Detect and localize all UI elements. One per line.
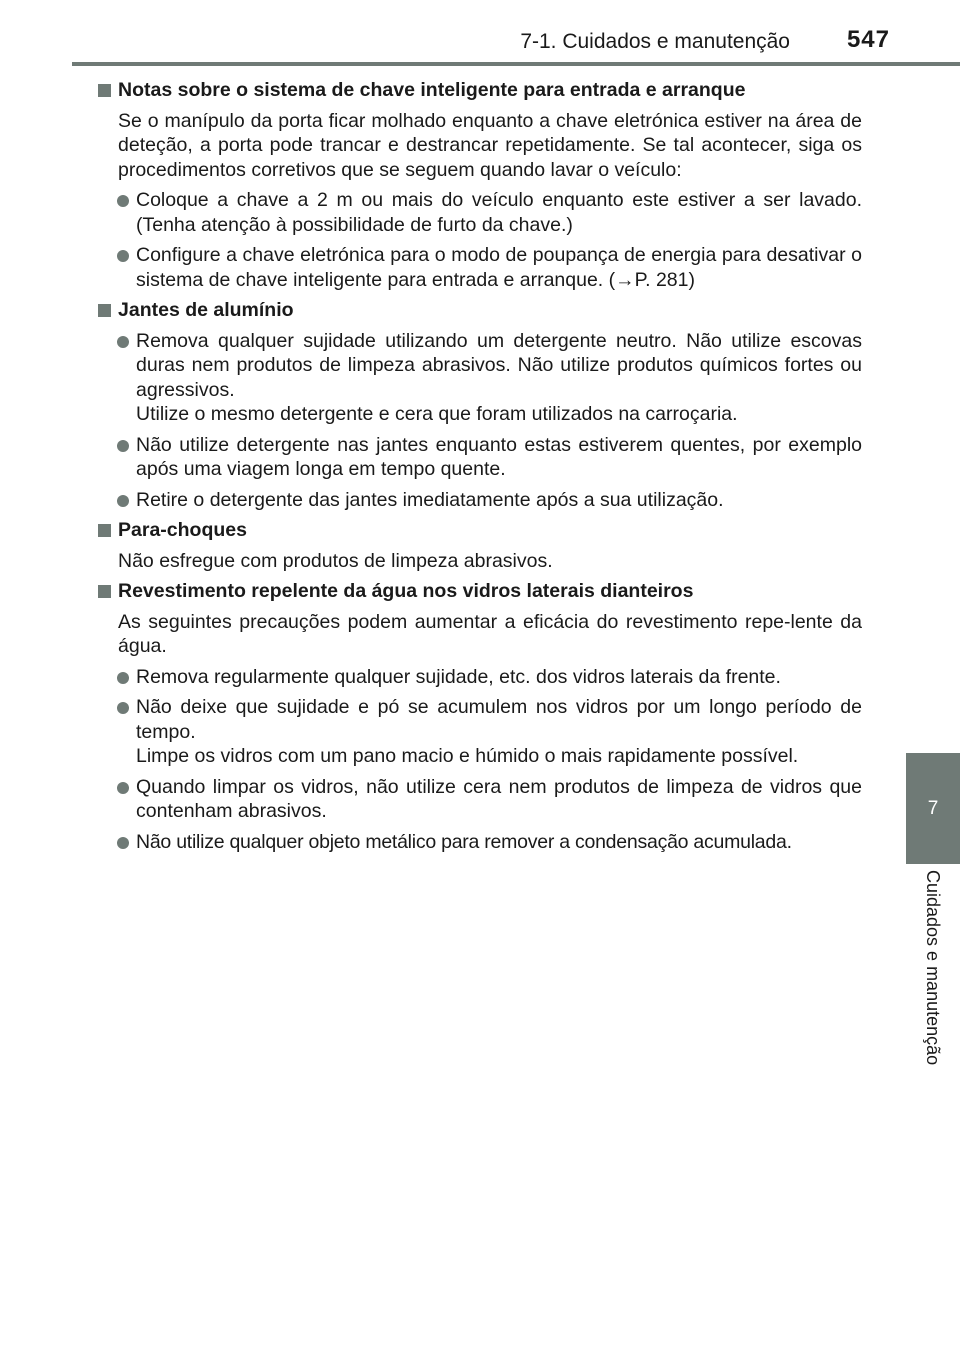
circle-bullet-icon — [117, 672, 129, 684]
section-aluminum-wheels — [96, 298, 862, 512]
list-item — [96, 243, 862, 292]
circle-bullet-icon — [117, 250, 129, 262]
section-heading: Para-choques — [96, 518, 862, 543]
square-bullet-icon — [98, 304, 111, 317]
section-heading: Notas sobre o sistema de chave inteligente para entrada e arranque — [96, 78, 862, 103]
page-header — [0, 0, 960, 62]
paragraph: As seguintes precauções podem aumentar a eficácia do revestimento repe-lente da água. — [118, 610, 862, 657]
section-bumpers — [96, 518, 862, 573]
list-item: Não utilize qualquer objeto metálico para remover a condensação acumulada. — [96, 830, 862, 855]
section-water-repellent-coating — [96, 579, 862, 854]
paragraph: Se o manípulo da porta ficar molhado enquanto a chave eletrónica estiver na área de deteção, a porta pode trancar e destrancar repetidamente. Se tal acontecer, siga os procedimentos corretivos que se seguem quando lavar o veículo: — [118, 109, 862, 181]
square-bullet-icon — [98, 524, 111, 537]
circle-bullet-icon — [117, 782, 129, 794]
chapter-number: 7 — [927, 797, 939, 819]
section-smart-key — [96, 78, 862, 292]
list-item: Remova qualquer sujidade utilizando um detergente neutro. Não utilize escovas duras nem produtos de limpeza abrasivos. Não utilize produtos químicos fortes ou agressivos. Utilize o mesmo detergente e cera que foram utilizados na carroçaria. — [96, 329, 862, 427]
list-item: Coloque a chave a 2 m ou mais do veículo enquanto este estiver a ser lavado. (Tenha atenção à possibilidade de furto da chave.) — [96, 188, 862, 237]
square-bullet-icon — [98, 84, 111, 97]
circle-bullet-icon — [117, 495, 129, 507]
circle-bullet-icon — [117, 440, 129, 452]
list-item: Quando limpar os vidros, não utilize cera nem produtos de limpeza de vidros que contenham abrasivos. — [96, 775, 862, 824]
page-reference[interactable]: Configure a chave eletrónica para o modo de poupança de energia para desativar o sistema de chave inteligente para entrada e arranque. (→P. 281) — [136, 244, 862, 291]
chapter-tab — [906, 753, 960, 864]
chapter-title: Cuidados e manutenção — [923, 870, 943, 1066]
circle-bullet-icon — [117, 702, 129, 714]
circle-bullet-icon — [117, 837, 129, 849]
square-bullet-icon — [98, 585, 111, 598]
section-title: 7-1. Cuidados e manutenção — [520, 30, 790, 53]
circle-bullet-icon — [117, 195, 129, 207]
page-content — [96, 78, 862, 860]
circle-bullet-icon — [117, 336, 129, 348]
section-heading: Jantes de alumínio — [96, 298, 862, 323]
section-heading: Revestimento repelente da água nos vidros laterais dianteiros — [96, 579, 862, 604]
chapter-label — [906, 870, 960, 1110]
list-item: Não utilize detergente nas jantes enquanto estas estiverem quentes, por exemplo após uma viagem longa em tempo quente. — [96, 433, 862, 482]
list-item: Não deixe que sujidade e pó se acumulem nos vidros por um longo período de tempo. Limpe os vidros com um pano macio e húmido o mais rapidamente possível. — [96, 695, 862, 769]
header-rule — [72, 62, 960, 66]
list-item: Remova regularmente qualquer sujidade, etc. dos vidros laterais da frente. — [96, 665, 862, 690]
page-number: 547 — [846, 26, 890, 53]
list-item: Retire o detergente das jantes imediatamente após a sua utilização. — [96, 488, 862, 513]
paragraph: Não esfregue com produtos de limpeza abrasivos. — [118, 549, 553, 572]
